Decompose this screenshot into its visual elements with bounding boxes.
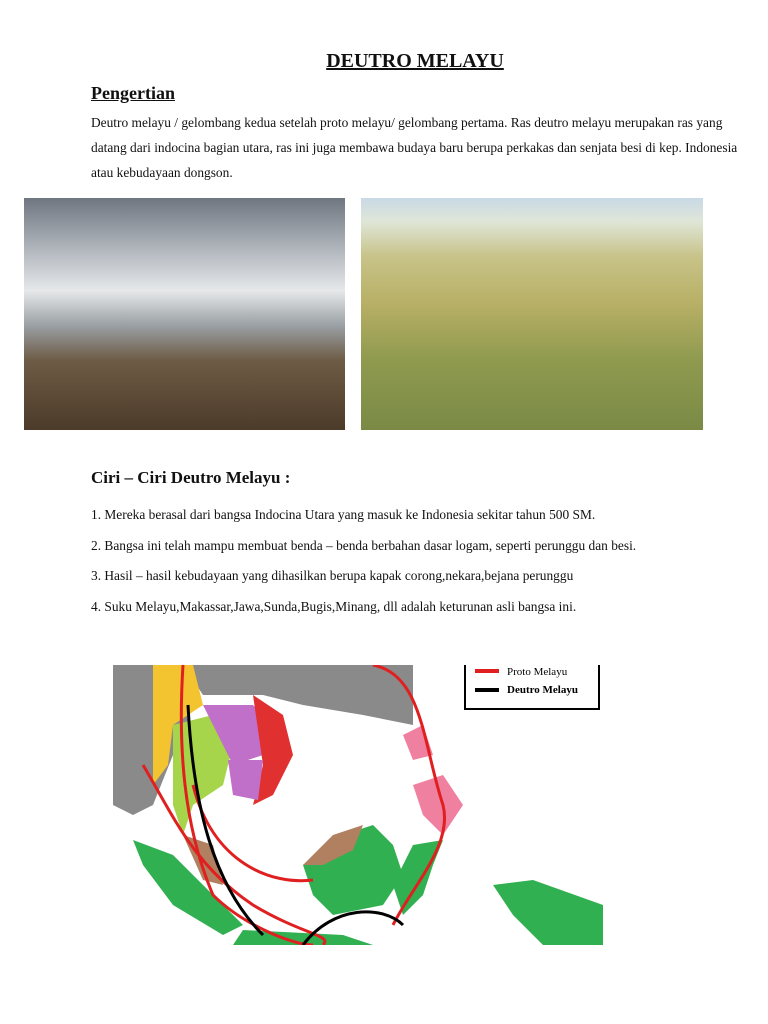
definition-paragraph: Deutro melayu / gelombang kedua setelah proto melayu/ gelombang pertama. Ras deutro melayu merupakan ras yang datang dari indocina bagian utara, ras ini juga membawa budaya baru berupa perkakas dan senjata besi di kep. Indonesia atau kebudayaan dongson.: [91, 115, 738, 180]
list-item: 3. Hasil – hasil kebudayaan yang dihasilkan berupa kapak corong,nekara,bejana perunggu: [91, 568, 574, 583]
page-title: DEUTRO MELAYU: [326, 50, 504, 72]
legend-label-deutro: Deutro Melayu: [507, 684, 578, 696]
legend-swatch-deutro: [475, 688, 499, 692]
migration-map: [113, 665, 603, 945]
photo-tribal-people: [24, 198, 345, 430]
list-item: 1. Mereka berasal dari bangsa Indocina Utara yang masuk ke Indonesia sekitar tahun 500 SM.: [91, 507, 596, 522]
section-heading-ciri: Ciri – Ciri Deutro Melayu :: [91, 468, 291, 487]
photo-early-humans-illustration: [361, 198, 703, 430]
legend-swatch-proto: [475, 669, 499, 673]
section-heading-pengertian: Pengertian: [91, 83, 175, 103]
legend-label-proto: Proto Melayu: [507, 666, 568, 678]
list-item: 4. Suku Melayu,Makassar,Jawa,Sunda,Bugis,Minang, dll adalah keturunan asli bangsa ini.: [91, 599, 577, 614]
list-item: 2. Bangsa ini telah mampu membuat benda – benda berbahan dasar logam, seperti perunggu dan besi.: [91, 538, 637, 553]
map-region-cambodia: [228, 760, 263, 800]
